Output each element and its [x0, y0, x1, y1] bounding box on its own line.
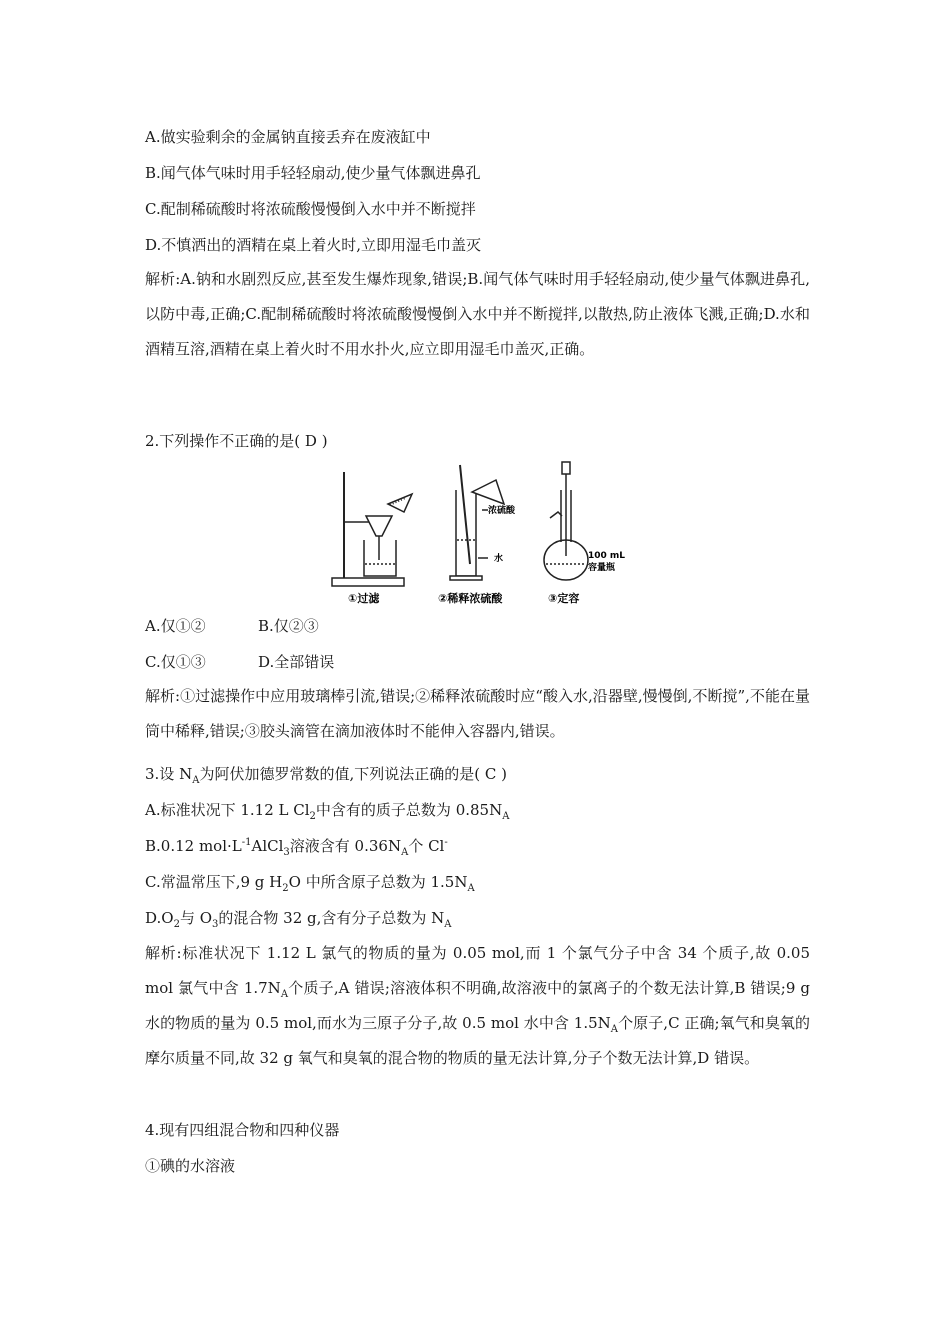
q3-analysis-a2: 个质子,A 错误;溶液体积不明确,故溶液中的氯离子的个数无法计算,B 错误;9 g 水的物质的量为 0.5 mol,而水为三原子分子,故 0.5 mol 水中含 1.5N [145, 979, 810, 1032]
q3-analysis [145, 936, 810, 1076]
q3d-t3: 的混合物 32 g,含有分子总数为 N [218, 909, 445, 927]
q1-option-d: D.不慎洒出的酒精在桌上着火时,立即用湿毛巾盖灭 [145, 236, 482, 254]
q3-stem-pre: 3.设 N [145, 765, 193, 783]
q1-option-c: C.配制稀硫酸时将浓硫酸慢慢倒入水中并不断搅拌 [145, 200, 476, 218]
q3a-t1: A.标准状况下 1.12 L Cl [145, 801, 310, 819]
pouring-beaker [388, 494, 412, 512]
q2-analysis: 解析:①过滤操作中应用玻璃棒引流,错误;②稀释浓硫酸时应“酸入水,沿器壁,慢慢倒,不断搅”,不能在量筒中稀释,错误;③胶头滴管在滴加液体时不能伸入容器内,错误。 [145, 687, 810, 740]
q3-option-b [145, 836, 448, 856]
label-concentrated-acid: 浓硫酸 [488, 506, 516, 516]
q3-stem-sub: A [192, 775, 200, 786]
q4-item-1: ①碘的水溶液 [145, 1157, 236, 1175]
q1-option-a: A.做实验剩余的金属钠直接丢弃在废液缸中 [145, 128, 431, 146]
q3a-s1: 2 [309, 811, 316, 822]
caption-constant-volume: ③定容 [548, 592, 580, 605]
q2-option-a: A.仅①② [145, 617, 206, 635]
iron-stand-base [332, 578, 404, 586]
q3d-s2: 3 [212, 919, 219, 930]
lab-operations-figure [330, 460, 626, 610]
q3c-t2: O 中所含原子总数为 1.5N [288, 873, 468, 891]
q1-option-b: B.闻气体气味时用手轻轻扇动,使少量气体飘进鼻孔 [145, 164, 481, 182]
label-water: 水 [494, 554, 504, 564]
q3-option-d [145, 908, 452, 928]
q4-stem: 4.现有四组混合物和四种仪器 [145, 1121, 340, 1139]
q3d-t1: D.O [145, 909, 174, 927]
q3b-s2: A [401, 847, 409, 858]
q3b-t3: 溶液含有 0.36N [289, 837, 402, 855]
q2-stem: 2.下列操作不正确的是( D ) [145, 432, 328, 450]
q3-analysis-a1: 解析:标准状况下 1.12 L 氯气的物质的量为 0.05 mol,而 1 个氯气分子中含 34 个质子,故 0.05 mol 氯气中含 1.7N [145, 944, 810, 997]
q3b-t1: B.0.12 mol·L [145, 837, 242, 855]
q2-option-d: D.全部错误 [258, 653, 335, 671]
label-volumetric-flask: 容量瓶 [588, 563, 616, 573]
q2-option-b: B.仅②③ [258, 617, 319, 635]
q3-analysis-s2: A [610, 1024, 619, 1035]
label-100ml: 100 mL [588, 551, 626, 561]
acid-beaker [472, 480, 504, 504]
dropper-bulb [562, 462, 570, 474]
q3d-t2: 与 O [179, 909, 213, 927]
q1-analysis: 解析:A.钠和水剧烈反应,甚至发生爆炸现象,错误;B.闻气体气味时用手轻轻扇动,使少量气体飘进鼻孔,以防中毒,正确;C.配制稀硫酸时将浓硫酸慢慢倒入水中并不断搅拌,以散热,防止液体飞溅,正确;D.水和酒精互溶,酒精在桌上着火时不用水扑火,应立即用湿毛巾盖灭,正确。 [145, 270, 810, 358]
lab-figure-svg [330, 460, 626, 610]
q3c-t1: C.常温常压下,9 g H [145, 873, 283, 891]
flask-stopper [550, 512, 562, 518]
glass-rod [460, 465, 470, 564]
caption-dilution: ②稀释浓硫酸 [438, 592, 503, 605]
q3a-t2: 中含有的质子总数为 0.85N [315, 801, 503, 819]
q2-option-c: C.仅①③ [145, 653, 206, 671]
q3c-s1: 2 [282, 883, 289, 894]
q3-option-a [145, 800, 509, 820]
q3-option-c [145, 872, 475, 892]
q3-analysis-a3: 个原子,C 正确;氧气和臭氧的摩尔质量不同,故 32 g 氧气和臭氧的混合物的物质的量无法计算,分子个数无法计算,D 错误。 [145, 1014, 810, 1067]
q3d-s3: A [444, 919, 452, 930]
q3-stem-post: 为阿伏加德罗常数的值,下列说法正确的是( C ) [199, 765, 507, 783]
q3-analysis-s1: A [280, 989, 289, 1000]
q3b-t2: AlCl [251, 837, 284, 855]
cylinder-base [450, 576, 482, 580]
q3-stem [145, 764, 507, 784]
q3a-s2: A [502, 811, 510, 822]
filter-funnel [366, 516, 392, 536]
q3b-t4: 个 Cl [408, 837, 445, 855]
q3b-s1: 3 [283, 847, 290, 858]
q3b-p1: -1 [241, 837, 252, 848]
q3d-s1: 2 [173, 919, 180, 930]
beaker-1 [364, 540, 396, 576]
q3b-p2: - [444, 837, 448, 848]
caption-filtration: ①过滤 [348, 592, 380, 605]
q3c-s2: A [467, 883, 475, 894]
